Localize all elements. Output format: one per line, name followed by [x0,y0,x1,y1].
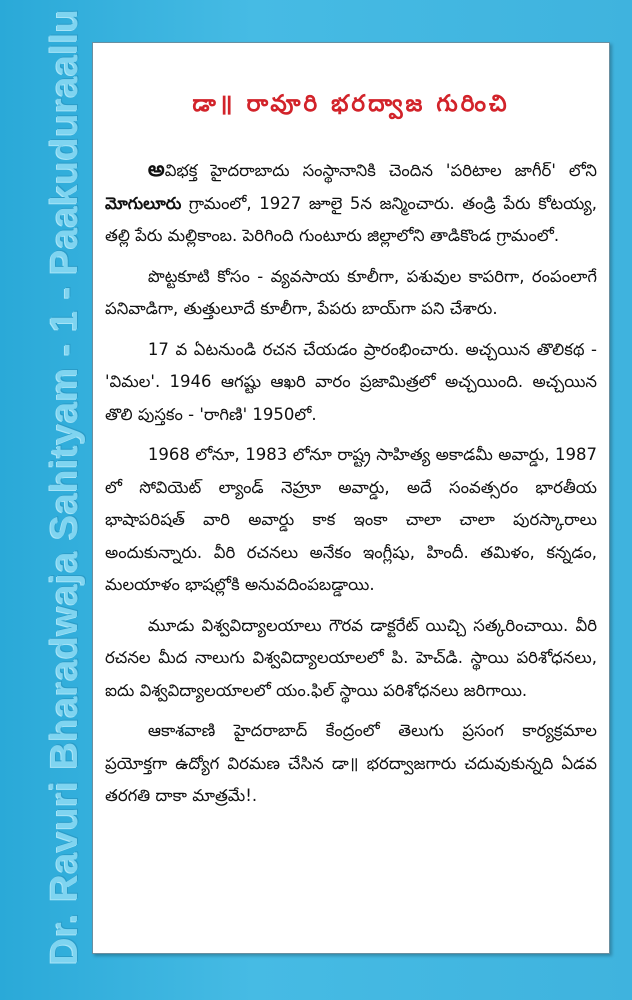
village-name: మోగులూరు [105,193,182,213]
back-cover-page [92,42,610,954]
spine [0,0,84,1000]
paragraph-1 [105,153,597,253]
drop-cap: అ [147,157,165,181]
author-bio [105,153,597,813]
paragraph-3: 17 వ ఏటనుండి రచన చేయడం ప్రారంభించారు. అచ్చయిన తొలికథ - 'విమల'. 1946 ఆగష్టు ఆఖరి వారం ప్రజామిత్రలో అచ్చయింది. అచ్చయిన తొలి పుస్తకం - 'రాగిణి' 1950లో. [105,339,597,424]
page-title: డా॥ రావూరి భరద్వాజ గురించి [192,91,510,117]
paragraph-1-before: విభక్త హైదరాబాదు సంస్థానానికి చెందిన 'పరిటాల జాగీర్' లోని [164,161,597,180]
paragraph-1-after: గ్రామంలో, 1927 జూలై 5న జన్మించారు. తండ్రి పేరు కోటయ్య, తల్లి పేరు మల్లికాంబ. పెరిగింది గుంటూరు జిల్లాలోని తాడికొండ గ్రామంలో. [105,193,597,245]
paragraph-5: మూడు విశ్వవిద్యాలయాలు గౌరవ డాక్టరేట్ యిచ్చి సత్కరించాయి. వీరి రచనల మీద నాలుగు విశ్వవిద్యాలయాలలో పి. హెచ్‌డి. స్థాయి పరిశోధనలు, ఐదు విశ్వవిద్యాలయాలలో యం.ఫిల్ స్థాయి పరిశోధనలు జరిగాయి. [105,615,597,700]
page-content [105,63,597,941]
spine-title [44,0,87,965]
paragraph-6: ఆకాశవాణి హైదరాబాద్ కేంద్రంలో తెలుగు ప్రసంగ కార్యక్రమాల ప్రయోక్తగా ఉద్యోగ విరమణ చేసిన డా॥ భరద్వాజగారు చదువుకున్నది ఏడవ తరగతి దాకా మాత్రమే!. [105,721,597,805]
paragraph-4: 1968 లోనూ, 1983 లోనూ రాష్ట్ర సాహిత్య అకాడమీ అవార్డు, 1987 లో సోవియెట్ ల్యాండ్ నెహ్రూ అవార్డు, అదే సంవత్సరం భారతీయ భాషాపరిషత్ వారి అవార్డు కాక ఇంకా చాలా చాలా పురస్కారాలు అందుకున్నారు. వీరి రచనలు అనేకం ఇంగ్లీషు, హిందీ. తమిళం, కన్నడం, మలయాళం భాషల్లోకి అనువదింపబడ్డాయి. [105,445,597,594]
spine-title-text: Dr. Ravuri Bharadwaja Sahityam - 1 - Paakuduraallu [44,8,86,965]
paragraph-2: పొట్టకూటి కోసం - వ్యవసాయ కూలీగా, పశువుల కాపరిగా, రంపంలాగే పనివాడిగా, తుత్తులూదే కూలీగా, పేపరు బాయ్‌గా పని చేశారు. [105,266,597,318]
